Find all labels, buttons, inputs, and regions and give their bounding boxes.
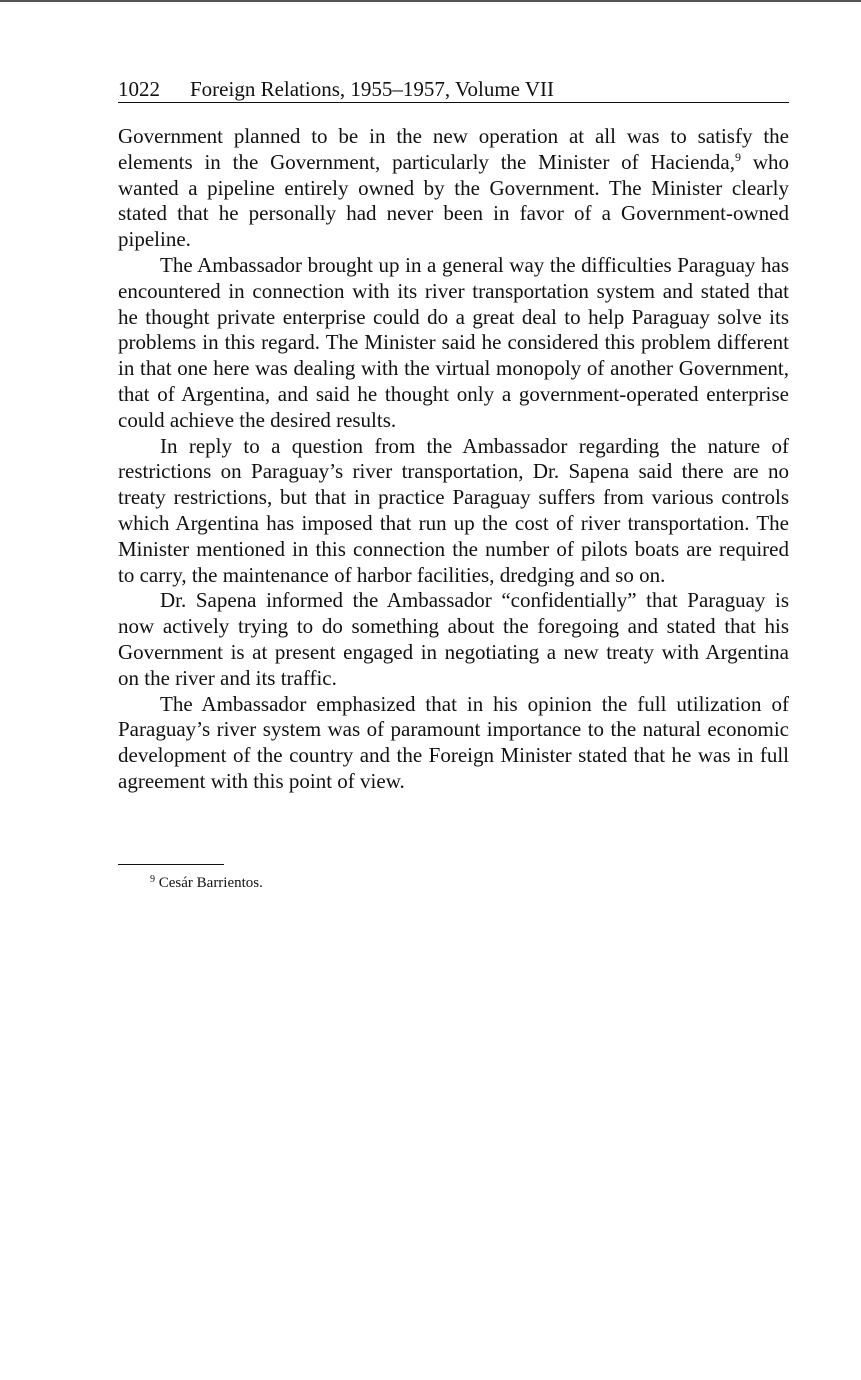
footnote-reference: 9 bbox=[735, 149, 742, 164]
running-header bbox=[118, 76, 789, 103]
paragraph-1-text-b: who wanted a pipeline entirely owned by the Government. The Minister clearly stated that he personally had never been in favor of a Government-owned pipeline. bbox=[118, 149, 789, 252]
paragraph-3: In reply to a question from the Ambassador regarding the nature of restrictions on Paraguay’s river transportation, Dr. Sapena said there are no treaty restrictions, but that in practice Paraguay suffers from various controls which Argentina has imposed that run up the cost of river transportation. The Minister mentioned in this connection the number of pilots boats are required to carry, the maintenance of harbor facilities, dredging and so on. bbox=[118, 433, 789, 587]
page-number: 1022 bbox=[118, 77, 160, 101]
footnote-divider bbox=[118, 864, 224, 865]
paragraph-4: Dr. Sapena informed the Ambassador “confidentially” that Paraguay is now actively trying to do something about the foregoing and stated that his Government is at present engaged in negotiating a new treaty with Argentina on the river and its traffic. bbox=[118, 588, 789, 690]
footnote-marker: 9 bbox=[150, 874, 155, 885]
page-top-edge bbox=[0, 0, 861, 2]
paragraph-2: The Ambassador brought up in a general way the difficulties Paraguay has encountered in connection with its river transportation system and stated that he thought private enterprise could do a great deal to help Paraguay solve its problems in this regard. The Minister said he considered this problem different in that one here was dealing with the virtual monopoly of another Government, that of Argentina, and said he thought only a government-operated enterprise could achieve the desired results. bbox=[118, 252, 789, 432]
footnote-text: Cesár Barrientos. bbox=[155, 875, 263, 891]
paragraph-1 bbox=[118, 124, 789, 253]
running-title: Foreign Relations, 1955–1957, Volume VII bbox=[190, 77, 554, 101]
footnote bbox=[150, 873, 263, 893]
paragraph-5: The Ambassador emphasized that in his opinion the full utilization of Paraguay’s river system was of paramount importance to the natural economic development of the country and the Foreign Minister stated that he was in full agreement with this point of view. bbox=[118, 691, 789, 793]
paragraph-1-text-a: Government planned to be in the new operation at all was to satisfy the elements in the Government, particularly the Minister of Hacienda, bbox=[118, 124, 789, 174]
body-text bbox=[118, 124, 789, 795]
